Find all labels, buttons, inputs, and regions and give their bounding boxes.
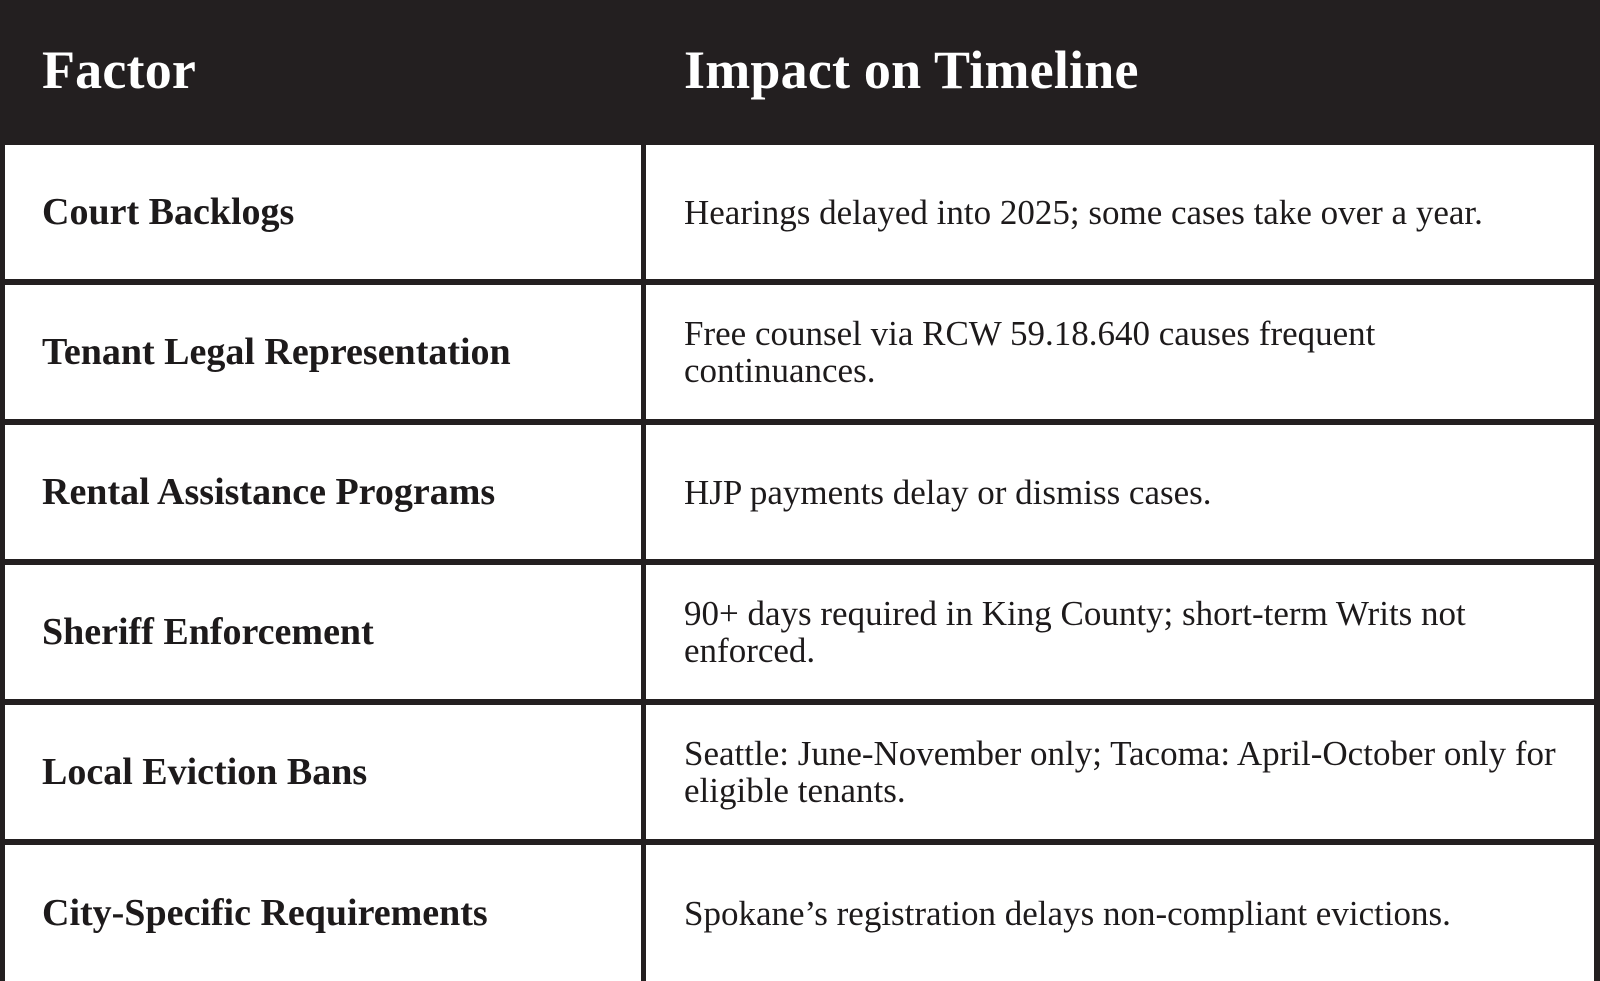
table-row-impact: Seattle: June-November only; Tacoma: April-October only for eligible tenants. [646,705,1594,839]
table-row-impact: HJP payments delay or dismiss cases. [646,425,1594,559]
table-header [0,0,1600,140]
column-header-factor: Factor [42,40,197,100]
column-header-impact: Impact on Timeline [684,40,1139,100]
table-row-factor: Local Eviction Bans [5,705,641,839]
table-row-impact: Hearings delayed into 2025; some cases take over a year. [646,145,1594,279]
table-row-impact: Spokane’s registration delays non-compliant evictions. [646,845,1594,981]
table-row-factor: Sheriff Enforcement [5,565,641,699]
table-row-impact: 90+ days required in King County; short-term Writs not enforced. [646,565,1594,699]
table-row-factor: City-Specific Requirements [5,845,641,981]
table-row-factor: Tenant Legal Representation [5,285,641,419]
table-row-factor: Rental Assistance Programs [5,425,641,559]
table-row-impact: Free counsel via RCW 59.18.640 causes frequent continuances. [646,285,1594,419]
table-row-factor: Court Backlogs [5,145,641,279]
